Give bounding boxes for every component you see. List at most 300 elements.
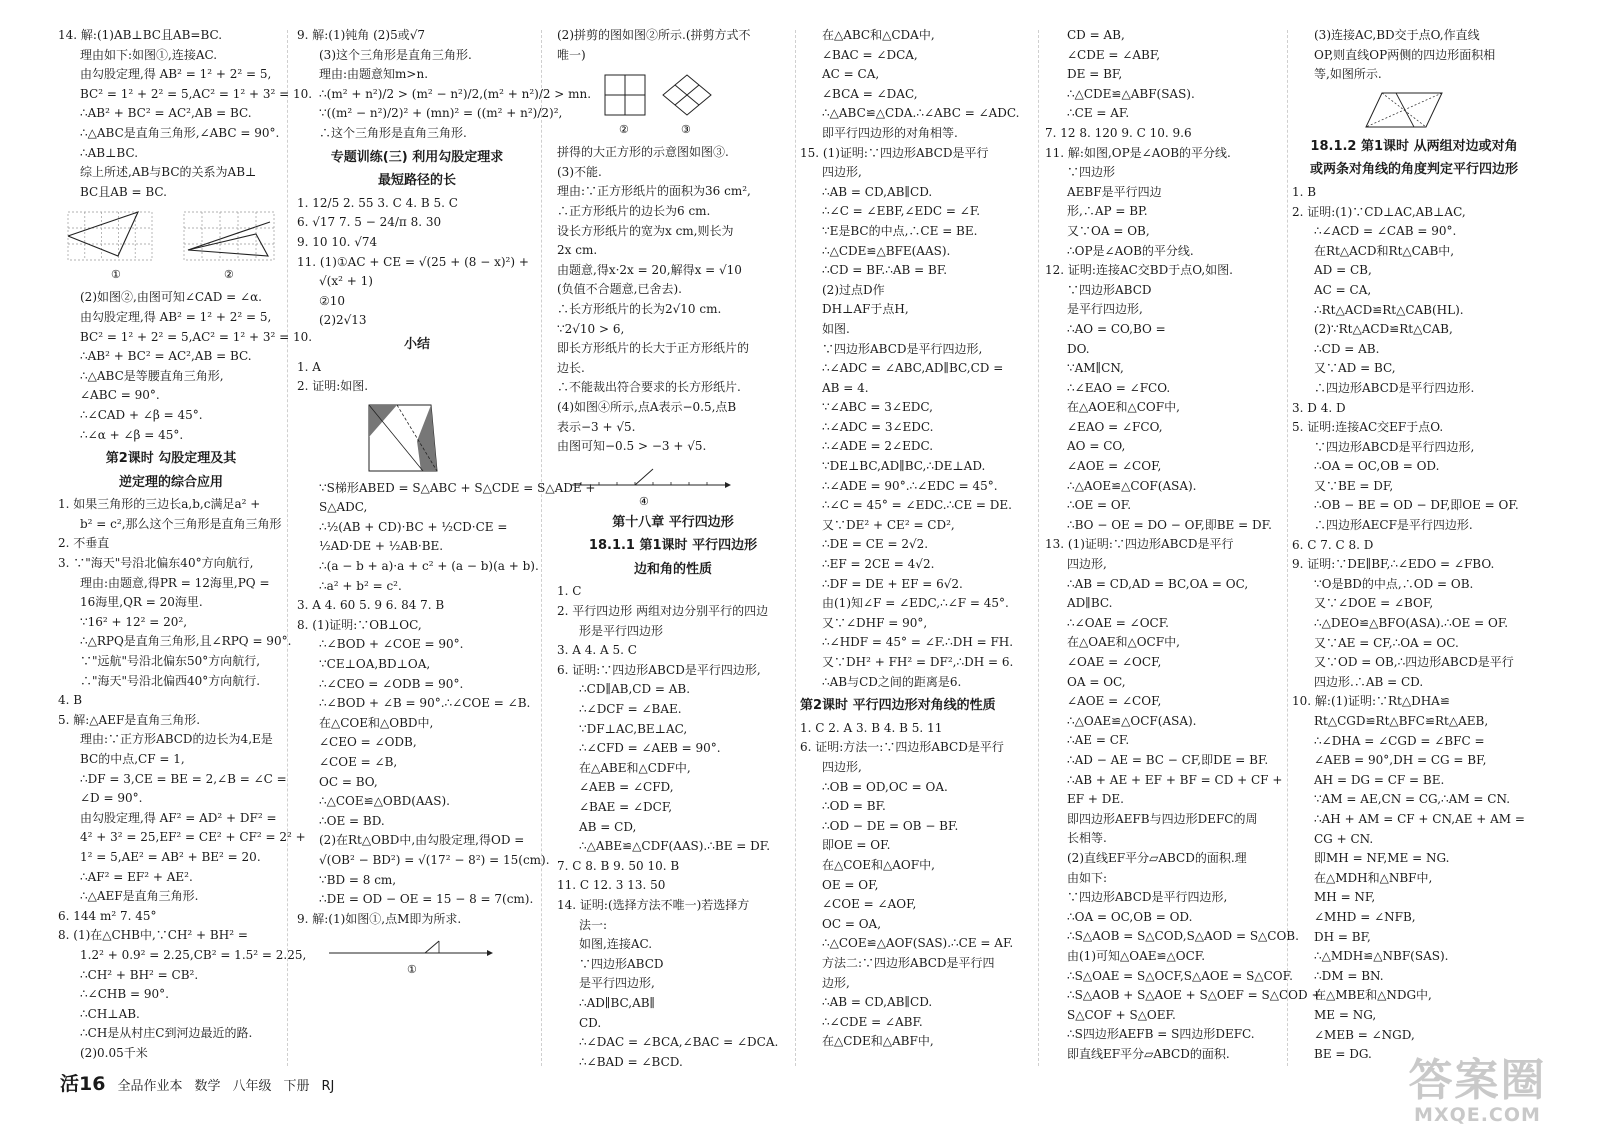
text-line: ∴CE = AF.	[1067, 106, 1130, 121]
text-line: 9. 解:(1)钝角 (2)5或√7	[297, 28, 426, 42]
text-line: 14. 证明:(选择方法不唯一)若选择方	[557, 897, 750, 912]
text-line: ∴∠ADC = ∠ABC,AD∥BC,CD =	[822, 361, 1004, 376]
section-heading: 或两条对角线的角度判定平行四边形	[1309, 162, 1518, 178]
text-line: 3. D 4. D	[1292, 400, 1346, 415]
text-line: DO.	[1067, 341, 1090, 356]
page-number: 活16	[60, 1073, 106, 1095]
grade-label: 八年级	[232, 1079, 272, 1094]
text-line: 在△CDE和△ABF中,	[822, 1034, 934, 1049]
text-line: 2. 平行四边形 两组对边分别平行的四边	[557, 604, 769, 619]
text-line: ∴△CDE≌△BFE(AAS).	[822, 243, 951, 258]
answer-column-1	[58, 26, 313, 1076]
text-line: 是平行四边形,	[1067, 302, 1143, 317]
text-line: ∵四边形ABCD	[1067, 282, 1152, 297]
text-line: BC且AB = BC.	[80, 184, 168, 199]
section-heading: 第2课时 平行四边形对角线的性质	[800, 698, 996, 714]
text-line: (4)如图④所示,点A表示−0.5,点B	[557, 399, 737, 414]
text-line: 又∵AD = BC,	[1314, 361, 1396, 376]
text-line: 9. 证明:∵DE∥BF,∴∠EDO = ∠FBO.	[1292, 557, 1495, 572]
text-line: ∴四边形AECF是平行四边形.	[1314, 518, 1473, 533]
column-divider	[1287, 30, 1288, 1066]
text-line: DH = BF,	[1314, 929, 1371, 944]
answer-column-4	[800, 26, 1034, 1076]
text-line: ∴AB = CD,AB∥CD.	[822, 184, 933, 199]
text-line: ∴正方形纸片的边长为6 cm.	[557, 203, 711, 218]
text-line: ∴OE = BD.	[319, 813, 385, 828]
text-line: 6. 证明:方法一:∵四边形ABCD是平行	[800, 740, 1004, 755]
text-line: ∠MHD = ∠NFB,	[1314, 909, 1416, 924]
text-line: 6. 证明:∵四边形ABCD是平行四边形,	[557, 662, 761, 677]
text-line: 4. B	[58, 693, 83, 708]
text-line: ∴OE = OF.	[1067, 498, 1132, 513]
text-line: ∴∠C = ∠EBF,∠EDC = ∠F.	[822, 204, 981, 219]
text-line: 即长方形纸片的长大于正方形纸片的	[557, 341, 750, 356]
text-line: 理由如下:如图①,连接AC.	[80, 47, 218, 62]
text-line: ∵((m² − n²)/2)² + (mn)² = ((m² + n²)/2)²,	[319, 106, 563, 121]
figure-label: ①	[111, 268, 121, 282]
text-line: 由勾股定理,得 AF² = AD² + DF² =	[80, 810, 277, 825]
text-line: 12. 证明:连接AC交BD于点O,如图.	[1045, 263, 1233, 278]
text-line: ∵AM∥CN,	[1067, 361, 1124, 376]
text-line: ∴∠ADE = 90°.∴∠EDC = 45°.	[822, 478, 998, 493]
volume-label: 下册	[283, 1079, 310, 1094]
text-line: ∵DF⊥AC,BE⊥AC,	[579, 721, 688, 736]
text-line: AD = CB,	[1314, 263, 1372, 278]
text-line: ∴△AOE≌△COF(ASA).	[1067, 478, 1197, 493]
text-line: 等,如图所示.	[1314, 67, 1382, 82]
text-line: 形是平行四边形	[579, 623, 664, 638]
text-line: ∴∠BAD = ∠BCD.	[579, 1054, 683, 1069]
text-line: 7. C 8. B 9. 50 10. B	[557, 858, 680, 873]
section-heading: 最短路径的长	[377, 173, 456, 189]
text-line: 拼得的大正方形的示意图如图③.	[557, 145, 729, 160]
text-line: 11. 解:如图,OP是∠AOB的平分线.	[1045, 145, 1231, 160]
text-line: ∴CD = AB.	[1314, 341, 1380, 356]
text-line: 1. C 2. A 3. B 4. B 5. 11	[800, 720, 943, 735]
text-line: S△COF + S△OEF.	[1067, 1007, 1176, 1022]
text-line: ∵2√10 > 6,	[557, 321, 625, 336]
figure-label: ①	[407, 963, 417, 977]
text-line: 13. (1)证明:∵四边形ABCD是平行	[1045, 537, 1234, 552]
text-line: 在△OAE和△OCF中,	[1067, 635, 1180, 650]
text-line: ∴∠α + ∠β = 45°.	[80, 427, 184, 442]
text-line: ∵四边形ABCD是平行四边形,	[822, 341, 983, 356]
text-line: ∴△ABC是等腰直角三角形,	[80, 368, 224, 383]
text-line: ∴AB⊥BC.	[80, 145, 139, 160]
text-line: ∴AB = CD,AB∥CD.	[822, 995, 933, 1010]
text-line: 在△ABC和△CDA中,	[822, 28, 935, 42]
text-line: ∴AO = CO,BO =	[1067, 321, 1166, 336]
text-line: ∴△COE≌△AOF(SAS).∴CE = AF.	[822, 936, 1014, 951]
text-line: 理由:∵正方形纸片的面积为36 cm²,	[557, 184, 751, 199]
text-line: 四边形,	[822, 165, 862, 180]
text-line: 理由:∵正方形ABCD的边长为4,E是	[80, 732, 273, 747]
text-line: ∵四边形ABCD是平行四边形,	[1067, 890, 1228, 905]
text-line: OC = OA,	[822, 916, 882, 931]
text-line: ∴∠CDE = ∠ABF.	[822, 1014, 923, 1029]
section-heading: 18.1.1 第1课时 平行四边形	[588, 538, 758, 554]
text-line: ∠ABC = 90°.	[80, 388, 160, 403]
text-line: 四边形,	[822, 759, 862, 774]
grid-figure-pair	[58, 206, 284, 284]
text-line: BC² = 1² + 2² = 5,AC² = 1² + 3² = 10.	[80, 329, 313, 344]
text-line: ∴OB − BE = OD − DF,即OE = OF.	[1314, 498, 1519, 513]
text-line: 3. ∵"海天"号沿北偏东40°方向航行,	[58, 556, 254, 571]
column-divider	[287, 30, 288, 1066]
text-line: 1. C	[557, 584, 582, 599]
text-line: AEBF是平行四边	[1067, 184, 1162, 199]
text-line: ∠BAE = ∠DCF,	[579, 800, 673, 814]
text-line: 即四边形AEFB与四边形DEFC的周	[1067, 811, 1258, 826]
text-line: ∠COE = ∠B,	[319, 755, 398, 769]
text-line: 1. A	[297, 359, 321, 374]
text-line: ∴△ABC≌△CDA.∴∠ABC = ∠ADC.	[822, 106, 1020, 121]
text-line: BC² = 1² + 2² = 5,AC² = 1² + 3² = 10.	[80, 86, 313, 101]
text-line: ②10	[319, 293, 346, 308]
text-line: DH⊥AF于点H,	[822, 302, 909, 317]
text-line: ∵AM = AE,CN = CG,∴AM = CN.	[1314, 792, 1511, 807]
text-line: 表示−3 + √5.	[557, 419, 636, 434]
text-line: ∴∠HDF = 45° = ∠F.∴DH = FH.	[822, 635, 1014, 650]
text-line: ∵CE⊥OA,BD⊥OA,	[319, 657, 431, 672]
text-line: ∴不能裁出符合要求的长方形纸片.	[557, 380, 741, 395]
text-line: AC = CA,	[1314, 282, 1372, 297]
section-heading: 小结	[403, 336, 430, 352]
text-line: MH = NF,	[1314, 890, 1376, 905]
text-line: ∠BCA = ∠DAC,	[822, 86, 918, 101]
text-line: 又∵OA = OB,	[1067, 223, 1150, 238]
text-line: ∴∠ADC = 3∠EDC.	[822, 419, 934, 434]
text-line: 四边形.∴AB = CD.	[1314, 674, 1424, 689]
text-line: 6. C 7. C 8. D	[1292, 537, 1374, 552]
text-line: 长相等.	[1067, 831, 1107, 846]
text-line: BE = DG.	[1314, 1047, 1372, 1062]
text-line: ∴AF² = EF² + AE².	[80, 869, 193, 884]
text-line: 由题意,得x·2x = 20,解得x = √10	[557, 262, 742, 277]
text-line: ∴△CDE≌△ABF(SAS).	[1067, 86, 1195, 101]
text-line: 1.2² + 0.9² = 2.25,CB² = 1.5² = 2.25,	[80, 947, 307, 962]
text-line: 11. (1)①AC + CE = √(25 + (8 − x)²) +	[297, 254, 529, 269]
column-divider	[541, 30, 542, 1066]
text-line: AB = CD,	[579, 819, 637, 834]
text-line: ½AD·DE + ½AB·BE.	[319, 539, 444, 554]
text-line: ∴∠BOD + ∠B = 90°.∴∠COE = ∠B.	[319, 696, 531, 711]
page-footer	[60, 1069, 334, 1096]
text-line: 由勾股定理,得 AB² = 1² + 2² = 5,	[80, 309, 272, 324]
text-line: ∴AB + AE + EF + BF = CD + CF +	[1067, 772, 1283, 787]
text-line: (2)直线EF平分▱ABCD的面积.理	[1067, 850, 1247, 865]
text-line: ∴∠DAC = ∠BCA,∠BAC = ∠DCA.	[579, 1035, 779, 1050]
text-line: 综上所述,AB与BC的关系为AB⊥	[80, 165, 257, 180]
text-line: √(OB² − BD²) = √(17² − 8²) = 15(cm).	[319, 852, 550, 867]
text-line: 6. √17 7. 5 − 24/π 8. 30	[297, 215, 442, 230]
text-line: 又∵∠DOE = ∠BOF,	[1314, 596, 1434, 611]
text-line: EF + DE.	[1067, 792, 1124, 807]
text-line: AD∥BC.	[1067, 596, 1113, 611]
text-line: ∴AD∥BC,AB∥	[579, 995, 656, 1010]
text-line: (2)如图②,由图可知∠CAD = ∠α.	[80, 290, 262, 305]
text-line: ∴DF = 3,CE = BE = 2,∠B = ∠C =	[80, 771, 287, 786]
text-line: ∴四边形ABCD是平行四边形.	[1314, 380, 1475, 395]
text-line: ∴OP是∠AOB的平分线.	[1067, 243, 1194, 258]
text-line: (2)拼剪的图如图②所示.(拼剪方式不	[557, 28, 751, 42]
text-line: ∵四边形	[1067, 165, 1116, 180]
text-line: ∴△MDH≌△NBF(SAS).	[1314, 949, 1449, 964]
text-line: AC = CA,	[822, 67, 880, 82]
text-line: ∴∠OAE = ∠OCF.	[1067, 615, 1169, 630]
text-line: ∵DE⊥BC,AD∥BC,∴DE⊥AD.	[822, 459, 986, 474]
text-line: ∴Rt△ACD≌Rt△CAB(HL).	[1314, 302, 1464, 317]
column-divider	[1038, 30, 1039, 1066]
text-line: ∵E是BC的中点,∴CE = BE.	[822, 223, 978, 238]
text-line: ∴"海天"号沿北偏西40°方向航行.	[80, 673, 261, 688]
text-line: S△ADC,	[319, 500, 368, 515]
text-line: 由勾股定理,得 AB² = 1² + 2² = 5,	[80, 67, 272, 82]
text-line: 2x cm.	[557, 243, 598, 258]
book-title: 全品作业本	[117, 1079, 183, 1094]
text-line: 由如下:	[1067, 870, 1108, 885]
text-line: OP,则直线OP两侧的四边形面积相	[1314, 47, 1496, 62]
text-line: 3. A 4. A 5. C	[557, 643, 637, 658]
text-line: 又∵DE² + CE² = CD²,	[822, 517, 955, 532]
text-line: ∠AEB = ∠CFD,	[579, 780, 674, 795]
text-line: ∴½(AB + CD)·BC + ½CD·CE =	[319, 519, 508, 534]
parallelogram-figure	[1292, 89, 1536, 133]
text-line: AO = CO,	[1067, 439, 1126, 454]
text-line: 在△MBE和△NDG中,	[1314, 988, 1432, 1003]
text-line: (负值不合题意,已舍去).	[557, 282, 682, 297]
text-line: ∴∠BOD + ∠COE = 90°.	[319, 637, 464, 652]
text-line: ∴长方形纸片的长为2√10 cm.	[557, 301, 722, 316]
text-line: 唯一)	[557, 47, 586, 62]
text-line: (2)2√13	[319, 313, 367, 328]
watermark	[1395, 1055, 1560, 1126]
text-line: 法一:	[579, 917, 608, 932]
text-line: ∴CD∥AB,CD = AB.	[579, 682, 691, 697]
text-line: 方法二:∵四边形ABCD是平行四	[822, 955, 995, 970]
figure-label: ③	[681, 123, 691, 137]
text-line: ∴△ABE≌△CDF(AAS).∴BE = DF.	[579, 839, 771, 854]
text-line: 理由:由题意知m>n.	[319, 67, 429, 82]
text-line: ∴△OAE≌△OCF(ASA).	[1067, 713, 1197, 728]
text-line: √(x² + 1)	[319, 274, 373, 289]
text-line: 如图,连接AC.	[579, 937, 653, 952]
text-line: 四边形,	[1067, 557, 1107, 572]
tiling-figures	[557, 69, 789, 139]
text-line: ∠EAO = ∠FCO,	[1067, 419, 1163, 434]
watermark-logo: 答案圈	[1408, 1055, 1547, 1106]
text-line: ∴CH² + BH² = CB².	[80, 967, 199, 982]
text-line: OC = BO,	[319, 774, 378, 789]
text-line: ∴S△OAE = S△OCF,S△AOE = S△COF.	[1067, 968, 1293, 983]
text-line: 即OE = OF.	[822, 838, 891, 853]
text-line: 2. 证明:(1)∵CD⊥AC,AB⊥AC,	[1292, 204, 1466, 219]
text-line: 边长.	[557, 360, 585, 375]
text-line: 2. 不垂直	[58, 536, 110, 551]
text-line: ∴AB与CD之间的距离是6.	[822, 674, 962, 689]
text-line: 2. 证明:如图.	[297, 379, 369, 394]
text-line: 在△COE和△OBD中,	[319, 715, 434, 730]
text-line: ∴OA = OC,OB = OD.	[1067, 909, 1193, 924]
text-line: 边形,	[822, 975, 850, 990]
text-line: ∴OD = BF.	[822, 799, 886, 814]
text-line: 3. A 4. 60 5. 9 6. 84 7. B	[297, 598, 445, 613]
text-line: b² = c²,那么这个三角形是直角三角形	[80, 516, 282, 531]
text-line: ∴AH + AM = CF + CN,AE + AM =	[1314, 811, 1525, 826]
text-line: ∴BO − OE = DO − OF,即BE = DF.	[1067, 517, 1272, 532]
text-line: ∴S四边形AEFB = S四边形DEFC.	[1067, 1027, 1255, 1042]
chapter-heading: 第十八章 平行四边形	[612, 514, 734, 530]
text-line: 8. (1)证明:∵OB⊥OC,	[297, 617, 422, 632]
text-line: (2)过点D作	[822, 282, 885, 297]
text-line: 14. 解:(1)AB⊥BC且AB=BC.	[58, 28, 223, 42]
text-line: 又∵BE = DF,	[1314, 478, 1394, 493]
text-line: ∴∠CAD + ∠β = 45°.	[80, 407, 203, 422]
text-line: (3)不能.	[557, 164, 602, 179]
text-line: ∵S梯形ABED = S△ABC + S△CDE = S△ADE +	[319, 480, 596, 495]
text-line: 1. 12/5 2. 55 3. C 4. B 5. C	[297, 195, 458, 210]
text-line: 形,∴AP = BP.	[1067, 204, 1148, 219]
text-line: (2)∵Rt△ACD≌Rt△CAB,	[1314, 322, 1453, 337]
text-line: ∴EF = 2CE = 4√2.	[822, 557, 935, 572]
text-line: (3)连接AC,BD交于点O,作直线	[1314, 28, 1480, 42]
section-heading: 专题训练(三) 利用勾股定理求	[330, 149, 504, 165]
text-line: 又∵∠DHF = 90°,	[822, 615, 928, 630]
text-line: 6. 144 m² 7. 45°	[58, 908, 157, 923]
text-line: ∠MEB = ∠NGD,	[1314, 1027, 1415, 1042]
text-line: 又∵DH² + FH² = DF²,∴DH = 6.	[822, 655, 1014, 669]
text-line: CG + CN.	[1314, 831, 1374, 846]
section-heading: 第2课时 勾股定理及其	[105, 451, 237, 467]
figure-label: ②	[619, 123, 629, 137]
text-line: ∴CD = BF.∴AB = BF.	[822, 263, 948, 278]
text-line: (2)在Rt△OBD中,由勾股定理,得OD =	[319, 833, 525, 848]
text-line: ∴△COE≌△OBD(AAS).	[319, 794, 450, 809]
text-line: (2)0.05千米	[80, 1045, 148, 1060]
text-line: ∵16² + 12² = 20²,	[80, 614, 188, 629]
text-line: 5. 证明:连接AC交EF于点O.	[1292, 420, 1444, 435]
text-line: 1. 如果三角形的三边长a,b,c满足a² +	[58, 497, 261, 512]
text-line: ∠OAE = ∠OCF,	[1067, 655, 1162, 669]
text-line: (3)这个三角形是直角三角形.	[319, 47, 472, 62]
text-line: 又∵OD = OB,∴四边形ABCD是平行	[1314, 655, 1514, 670]
text-line: 在△COE和△AOF中,	[822, 857, 935, 872]
text-line: 即平行四边形的对角相等.	[822, 125, 958, 140]
text-line: ∴OB = OD,OC = OA.	[822, 779, 948, 794]
text-line: ∵四边形ABCD	[579, 956, 664, 971]
text-line: ∴∠EAO = ∠FCO.	[1067, 380, 1171, 395]
text-line: ∴DE = OD − OE = 15 − 8 = 7(cm).	[319, 892, 534, 907]
text-line: ∠CDE = ∠ABF,	[1067, 47, 1161, 62]
text-line: 11. C 12. 3 13. 50	[557, 878, 666, 893]
figure-label: ②	[224, 268, 234, 282]
text-line: ∴△DEO≌△BFO(ASA).∴OE = OF.	[1314, 616, 1509, 631]
text-line: 即MH = NF,ME = NG.	[1314, 851, 1450, 866]
text-line: BC的中点,CF = 1,	[80, 752, 185, 766]
text-line: ∠CEO = ∠ODB,	[319, 735, 417, 750]
column-divider	[795, 30, 796, 1066]
text-line: 又∵AE = CF,∴OA = OC.	[1314, 635, 1459, 650]
text-line: 是平行四边形,	[579, 976, 655, 991]
text-line: 9. 解:(1)如图①,点M即为所求.	[297, 911, 462, 926]
text-line: Rt△CGD≌Rt△BFC≌Rt△AEB,	[1314, 714, 1489, 728]
text-line: 9. 10 10. √74	[297, 234, 378, 249]
text-line: 4² + 3² = 25,EF² = CE² + CF² = 2² +	[80, 830, 306, 845]
text-line: ∴S△AOB = S△COD,S△AOD = S△COB.	[1067, 929, 1299, 944]
text-line: ∴∠DHA = ∠CGD = ∠BFC =	[1314, 733, 1485, 748]
text-line: ∠AEB = 90°,DH = CG = BF,	[1314, 753, 1487, 768]
text-line: ∴这个三角形是直角三角形.	[319, 125, 467, 140]
text-line: ∵四边形ABCD是平行四边形,	[1314, 439, 1475, 454]
figure-label: ④	[639, 494, 649, 508]
text-line: ∴(a − b + a)·a + c² + (a − b)(a + b).	[319, 559, 539, 574]
text-line: ∴DF = DE + EF = 6√2.	[822, 576, 963, 591]
text-line: 即直线EF平分▱ABCD的面积.	[1067, 1046, 1230, 1061]
text-line: ∴OA = OC,OB = OD.	[1314, 459, 1440, 474]
text-line: ∴△ABC是直角三角形,∠ABC = 90°.	[80, 125, 280, 140]
subject-label: 数学	[194, 1079, 221, 1094]
text-line: ∠AOE = ∠COF,	[1067, 459, 1162, 474]
text-line: CD = AB,	[1067, 28, 1125, 42]
text-line: OA = OC,	[1067, 674, 1126, 689]
text-line: ∴a² + b² = c².	[319, 578, 402, 593]
text-line: AH = DG = CF = BE.	[1314, 772, 1445, 787]
text-line: 在△AOE和△COF中,	[1067, 400, 1180, 415]
text-line: ∴OD − DE = OB − BF.	[822, 818, 959, 833]
trapezoid-figure	[297, 401, 537, 475]
number-line-figure	[557, 461, 789, 509]
text-line: ∵O是BD的中点,∴OD = OB.	[1314, 576, 1474, 591]
text-line: ∴CH⊥AB.	[80, 1006, 140, 1021]
text-line: 由图可知−0.5 > −3 + √5.	[557, 439, 707, 454]
answer-column-6	[1292, 26, 1536, 1076]
section-heading: 18.1.2 第1课时 从两组对边或对角	[1310, 138, 1518, 154]
text-line: 10. 解:(1)证明:∵Rt△DHA≌	[1292, 694, 1450, 709]
text-line: ∴AE = CF.	[1067, 733, 1130, 748]
edition-label: RJ	[321, 1079, 335, 1094]
text-line: ∴∠DCF = ∠BAE.	[579, 702, 682, 717]
text-line: ∠COE = ∠AOF,	[822, 897, 917, 912]
text-line: 由(1)可知△OAE≌△OCF.	[1067, 948, 1206, 963]
text-line: 8. (1)在△CHB中,∵CH² + BH² =	[58, 928, 248, 943]
text-line: ∠AOE = ∠COF,	[1067, 694, 1162, 709]
text-line: 在△ABE和△CDF中,	[579, 760, 691, 775]
text-line: CD.	[579, 1015, 602, 1030]
watermark-site: MXQE.COM	[1414, 1104, 1541, 1126]
text-line: 15. (1)证明:∵四边形ABCD是平行	[800, 145, 989, 160]
text-line: 5. 解:△AEF是直角三角形.	[58, 712, 201, 727]
number-line-figure	[297, 933, 537, 977]
text-line: ∴∠ACD = ∠CAB = 90°.	[1314, 224, 1457, 239]
text-line: 理由:由题意,得PR = 12海里,PQ =	[80, 575, 270, 590]
text-line: 在△MDH和△NBF中,	[1314, 870, 1433, 885]
text-line: ∴AB² + BC² = AC²,AB = BC.	[80, 349, 252, 364]
text-line: 1² = 5,AE² = AB² + BE² = 20.	[80, 849, 261, 864]
text-line: ∴DE = CE = 2√2.	[822, 537, 929, 552]
text-line: 1. B	[1292, 184, 1317, 199]
text-line: ∴∠CHB = 90°.	[80, 987, 169, 1002]
text-line: 设长方形纸片的宽为x cm,则长为	[557, 223, 734, 238]
section-heading: 逆定理的综合应用	[118, 474, 223, 490]
text-line: DE = BF,	[1067, 67, 1123, 82]
text-line: ∠D = 90°.	[80, 791, 143, 806]
text-line: ∴S△AOB + S△AOE + S△OEF = S△COD +	[1067, 988, 1322, 1003]
text-line: ∵"远航"号沿北偏东50°方向航行,	[80, 654, 261, 669]
text-line: ME = NG,	[1314, 1007, 1377, 1022]
text-line: ∴∠ADE = 2∠EDC.	[822, 439, 934, 454]
text-line: ∵∠ABC = 3∠EDC,	[822, 400, 933, 415]
text-line: 由(1)知∠F = ∠EDC,∴∠F = 45°.	[822, 596, 1009, 611]
